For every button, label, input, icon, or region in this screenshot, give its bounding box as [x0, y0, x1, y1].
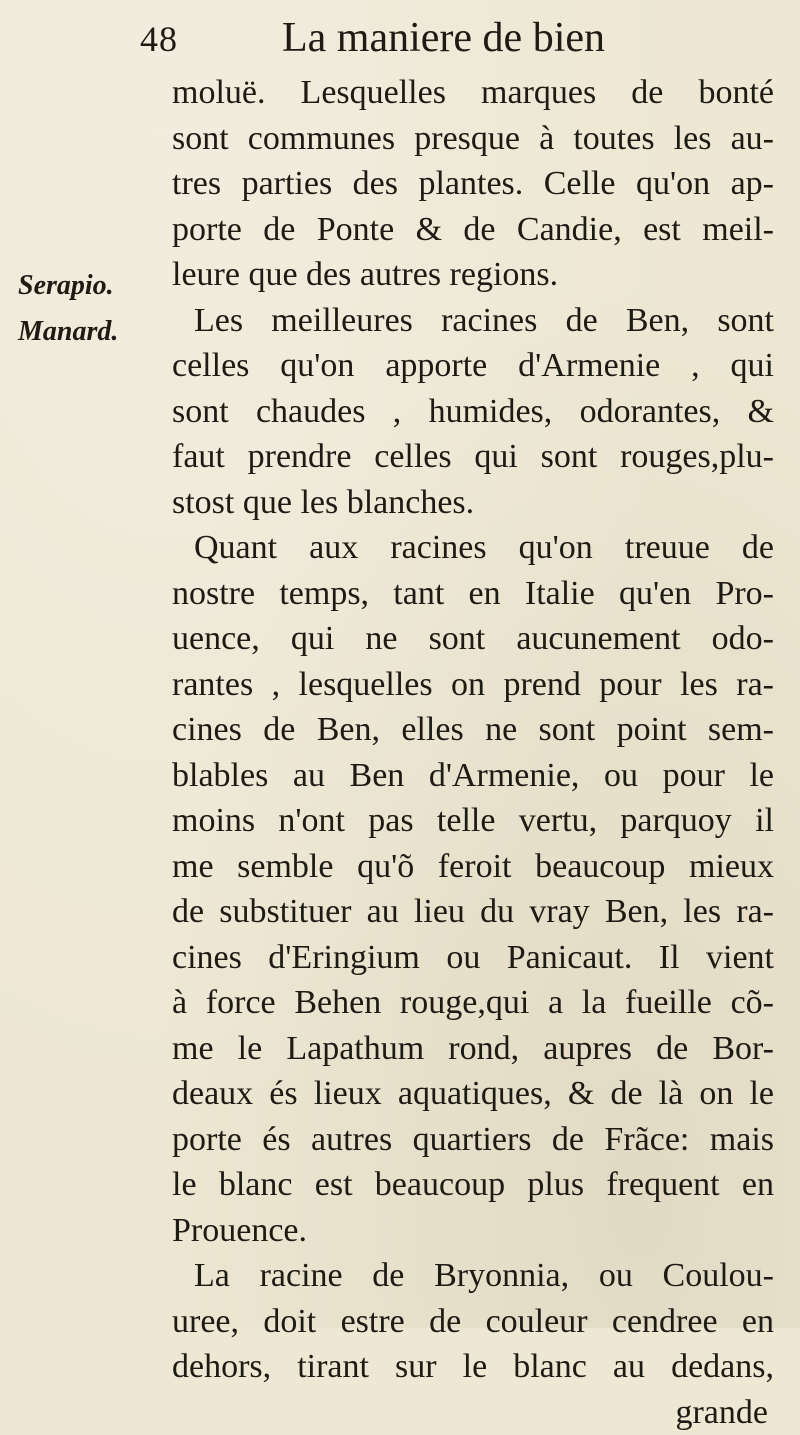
- text-line: nostre temps, tant en Italie qu'en Pro-: [172, 571, 774, 617]
- text-line: deaux és lieux aquatiques, & de là on le: [172, 1071, 774, 1117]
- text-line: uence, qui ne sont aucunement odo-: [172, 616, 774, 662]
- text-line: porte de Ponte & de Candie, est meil-: [172, 207, 774, 253]
- text-line: dehors, tirant sur le blanc au dedans,: [172, 1344, 774, 1390]
- text-line: me semble qu'õ feroit beaucoup mieux: [172, 844, 774, 890]
- text-line: sont communes presque à toutes les au-: [172, 116, 774, 162]
- text-line: sont chaudes , humides, odorantes, &: [172, 389, 774, 435]
- text-line: La racine de Bryonnia, ou Coulou-: [172, 1253, 774, 1299]
- body-text: [172, 70, 774, 1435]
- text-line: moluë. Lesquelles marques de bonté: [172, 70, 774, 116]
- margin-note-manard: Manard.: [18, 316, 118, 348]
- text-line: le blanc est beaucoup plus frequent en: [172, 1162, 774, 1208]
- text-line: stost que les blanches.: [172, 480, 774, 526]
- text-line: Les meilleures racines de Ben, sont: [172, 298, 774, 344]
- text-line: cines de Ben, elles ne sont point sem-: [172, 707, 774, 753]
- text-line: leure que des autres regions.: [172, 252, 774, 298]
- page-number: 48: [140, 18, 178, 60]
- text-line: Prouence.: [172, 1208, 774, 1254]
- text-line: de substituer au lieu du vray Ben, les ra-: [172, 889, 774, 935]
- running-head: La maniere de bien: [282, 14, 605, 62]
- text-line: celles qu'on apporte d'Armenie , qui: [172, 343, 774, 389]
- text-line: porte és autres quartiers de Frãce: mais: [172, 1117, 774, 1163]
- text-line: à force Behen rouge,qui a la fueille cõ-: [172, 980, 774, 1026]
- text-line: tres parties des plantes. Celle qu'on ap-: [172, 161, 774, 207]
- text-line: moins n'ont pas telle vertu, parquoy il: [172, 798, 774, 844]
- page-header: [0, 8, 800, 58]
- catchword: grande: [172, 1390, 774, 1435]
- text-line: faut prendre celles qui sont rouges,plu-: [172, 434, 774, 480]
- text-line: Quant aux racines qu'on treuue de: [172, 525, 774, 571]
- text-line: me le Lapathum rond, aupres de Bor-: [172, 1026, 774, 1072]
- text-line: rantes , lesquelles on prend pour les ra-: [172, 662, 774, 708]
- text-line: uree, doit estre de couleur cendree en: [172, 1299, 774, 1345]
- text-line: blables au Ben d'Armenie, ou pour le: [172, 753, 774, 799]
- margin-note-serapio: Serapio.: [18, 270, 114, 302]
- text-line: cines d'Eringium ou Panicaut. Il vient: [172, 935, 774, 981]
